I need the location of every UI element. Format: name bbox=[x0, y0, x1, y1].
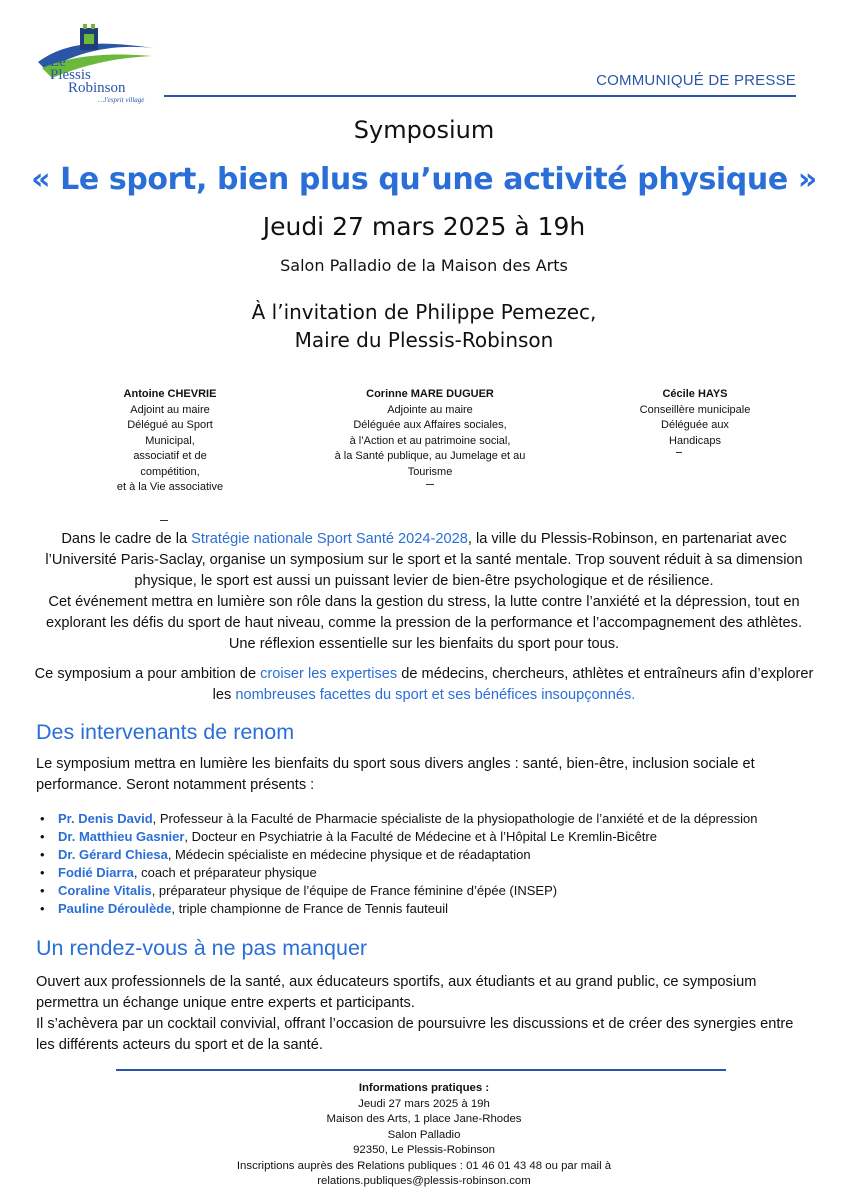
practical-info-line: Jeudi 27 mars 2025 à 19h bbox=[358, 1097, 490, 1110]
list-item bbox=[36, 900, 826, 918]
invitation-line-2: Maire du Plessis-Robinson bbox=[294, 328, 554, 352]
bullet-icon: • bbox=[40, 901, 45, 916]
intro-text: Dans le cadre de la bbox=[61, 531, 192, 547]
speaker-name: Coraline Vitalis bbox=[58, 883, 152, 898]
logo-text-robinson: Robinson bbox=[68, 80, 126, 96]
bullet-icon: • bbox=[40, 847, 45, 862]
ambition-paragraph bbox=[28, 664, 820, 706]
rendezvous-paragraph: Ouvert aux professionnels de la santé, aux éducateurs sportifs, aux étudiants et au grand public, ce symposium permettra un échange unique entre experts et participants. bbox=[36, 974, 757, 1011]
speaker-desc: , coach et préparateur physique bbox=[133, 865, 317, 880]
list-item bbox=[36, 882, 826, 900]
facets-highlight: nombreuses facettes du sport et ses bénéfices insoupçonnés. bbox=[235, 687, 636, 703]
official-hays bbox=[620, 387, 770, 449]
practical-info-title: Informations pratiques : bbox=[358, 1082, 490, 1094]
event-kicker: Symposium bbox=[353, 116, 495, 144]
practical-info-line: Inscriptions auprès des Relations publiques : 01 46 01 43 48 ou par mail à bbox=[236, 1159, 612, 1172]
official-chevrie bbox=[100, 387, 240, 496]
rendezvous-paragraph: Il s’achèvera par un cocktail convivial, offrant l’occasion de poursuivre les discussions et de créer des synergies entre les différents acteurs du sport et de la santé. bbox=[36, 1016, 794, 1053]
speakers-list bbox=[36, 810, 826, 918]
header-divider bbox=[164, 95, 796, 97]
strategy-link[interactable]: Stratégie nationale Sport Santé 2024-2028 bbox=[191, 531, 468, 547]
signature-mark bbox=[426, 484, 434, 485]
bullet-icon: • bbox=[40, 865, 45, 880]
event-venue: Salon Palladio de la Maison des Arts bbox=[280, 256, 568, 275]
official-role: à l’Action et au patrimoine social, bbox=[349, 434, 511, 447]
bullet-icon: • bbox=[40, 829, 45, 844]
event-date: Jeudi 27 mars 2025 à 19h bbox=[262, 212, 586, 241]
signature-mark bbox=[160, 520, 168, 521]
official-name: Antoine CHEVRIE bbox=[123, 388, 217, 400]
practical-info bbox=[0, 1081, 848, 1190]
bullet-icon: • bbox=[40, 883, 45, 898]
signature-mark bbox=[676, 452, 682, 453]
official-name: Corinne MARE DUGUER bbox=[366, 388, 494, 400]
ambition-text: Ce symposium a pour ambition de bbox=[34, 666, 261, 682]
invitation bbox=[0, 298, 848, 354]
footer-divider bbox=[116, 1069, 726, 1071]
list-item bbox=[36, 828, 826, 846]
official-role: Délégué au Sport bbox=[127, 419, 213, 431]
practical-info-line: Maison des Arts, 1 place Jane-Rhodes bbox=[326, 1113, 522, 1125]
list-item bbox=[36, 846, 826, 864]
intro-text: Cet événement mettra en lumière son rôle dans la gestion du stress, la lutte contre l’anxiété et la dépression, tout en explorant les défis du sport de haut niveau, comme la pression de la performance et l’accompagnement des athlètes. bbox=[45, 594, 803, 631]
section-heading-speakers: Des intervenants de renom bbox=[36, 720, 295, 744]
speaker-name: Dr. Gérard Chiesa bbox=[58, 847, 168, 862]
speaker-name: Dr. Matthieu Gasnier bbox=[58, 829, 185, 844]
speaker-desc: , Professeur à la Faculté de Pharmacie spécialiste de la physiopathologie de l’anxiété et de la dépression bbox=[152, 811, 758, 826]
official-role: associatif et de bbox=[133, 450, 207, 462]
logo-tagline: …l'esprit village bbox=[98, 96, 145, 104]
press-release-label: COMMUNIQUÉ DE PRESSE bbox=[596, 72, 796, 89]
rendezvous-text bbox=[36, 972, 816, 1056]
official-role: Handicaps bbox=[669, 434, 721, 447]
official-role: Déléguée aux bbox=[661, 419, 729, 431]
ambition-text: de médecins, chercheurs, athlètes et entraîneurs afin d’explorer les bbox=[212, 666, 814, 703]
logo-text-plessis: Plessis bbox=[50, 67, 91, 83]
practical-info-line: 92350, Le Plessis-Robinson bbox=[353, 1144, 495, 1156]
speaker-desc: , préparateur physique de l’équipe de France féminine d’épée (INSEP) bbox=[151, 883, 558, 898]
practical-info-line: Salon Palladio bbox=[387, 1128, 461, 1141]
list-item bbox=[36, 864, 826, 882]
speakers-intro: Le symposium mettra en lumière les bienfaits du sport sous divers angles : santé, bien-être, inclusion sociale et performance. Seront notamment présents : bbox=[36, 756, 755, 793]
official-role: Adjoint au maire bbox=[130, 403, 210, 416]
official-role: et à la Vie associative bbox=[116, 481, 224, 493]
list-item bbox=[36, 810, 826, 828]
contact-email[interactable]: relations.publiques@plessis-robinson.com bbox=[317, 1175, 531, 1187]
official-role: Adjointe au maire bbox=[387, 403, 473, 416]
official-role: Municipal, bbox=[145, 434, 195, 447]
invitation-line-1: À l’invitation de Philippe Pemezec, bbox=[251, 300, 597, 324]
official-role: Déléguée aux Affaires sociales, bbox=[353, 419, 507, 431]
speaker-desc: , Médecin spécialiste en médecine physique et de réadaptation bbox=[167, 847, 531, 862]
official-role: à la Santé publique, au Jumelage et au bbox=[334, 450, 526, 462]
speaker-name: Fodié Diarra bbox=[58, 865, 134, 880]
intro-paragraph bbox=[28, 529, 820, 655]
speaker-name: Pauline Déroulède bbox=[58, 901, 172, 916]
city-logo bbox=[36, 22, 156, 104]
speaker-desc: , triple championne de France de Tennis fauteuil bbox=[171, 901, 448, 916]
section-heading-rendezvous: Un rendez-vous à ne pas manquer bbox=[36, 936, 368, 960]
speaker-desc: , Docteur en Psychiatrie à la Faculté de Médecine et à l’Hôpital Le Kremlin-Bicêtre bbox=[184, 829, 657, 844]
expertise-highlight: croiser les expertises bbox=[260, 666, 398, 682]
speaker-name: Pr. Denis David bbox=[58, 811, 153, 826]
logo-text-le: Le bbox=[50, 54, 66, 70]
official-role: Tourisme bbox=[407, 465, 453, 478]
official-role: Conseillère municipale bbox=[639, 403, 751, 416]
bullet-icon: • bbox=[40, 811, 45, 826]
event-title: « Le sport, bien plus qu’une activité physique » bbox=[31, 162, 817, 197]
official-role: compétition, bbox=[140, 465, 200, 478]
intro-text: Une réflexion essentielle sur les bienfaits du sport pour tous. bbox=[228, 636, 620, 652]
intro-text: , la ville du Plessis-Robinson, en partenariat avec l’Université Paris-Saclay, organise un symposium sur le sport et la santé mentale. Trop souvent réduit à sa dimension physique, le sport est aussi un puissant levier de bien-être psychologique et de résilience. bbox=[45, 531, 803, 589]
official-mare-duguer bbox=[310, 387, 550, 480]
official-name: Cécile HAYS bbox=[662, 388, 728, 400]
